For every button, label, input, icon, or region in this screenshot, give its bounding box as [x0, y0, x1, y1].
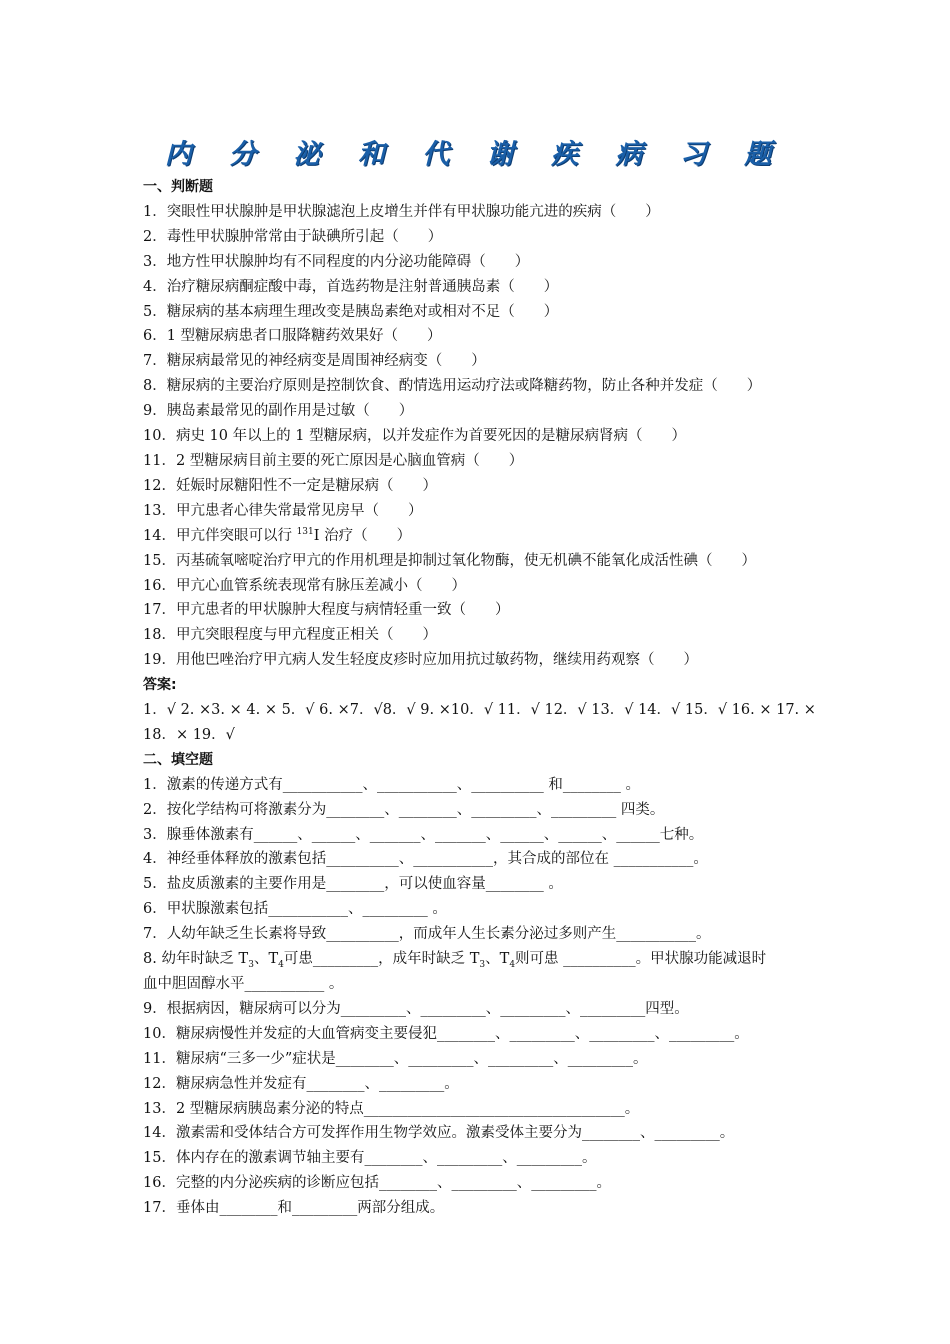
question-item: 3．地方性甲状腺肿均有不同程度的内分泌功能障碍（ ）	[143, 253, 530, 270]
fill-blank-item: 2．按化学结构可将激素分为________、________、_________、_________ 四类。	[143, 801, 665, 818]
answer-line-1: 1．√ 2. ×3. × 4. × 5．√ 6. ×7．√8．√ 9. ×10．√ 11．√ 12．√ 13．√ 14．√ 15．√ 16. × 17. ×	[143, 702, 816, 719]
section-heading-true-false: 一、判断题	[143, 179, 213, 195]
fill-blank-item: 17．垂体由________和_________两部分组成。	[143, 1200, 445, 1217]
answer-label: 答案:	[143, 677, 177, 694]
fill-blank-item: 4．神经垂体释放的激素包括__________、___________，其合成的部位在 ___________。	[143, 851, 708, 868]
fill-blank-list	[143, 773, 813, 947]
question-item: 8．糖尿病的主要治疗原则是控制饮食、酌情选用运动疗法或降糖药物，防止各种并发症（ ）	[143, 378, 762, 395]
question-item: 12．妊娠时尿糖阳性不一定是糖尿病（ ）	[143, 477, 437, 494]
question-item-8: 8. 幼年时缺乏 $T_3$、$T_4$可患_________，成年时缺乏 $T_3$、$T_4$则可患 __________。甲状腺功能减退时	[143, 951, 767, 970]
fill-blank-item: 6．甲状腺激素包括___________、_________ 。	[143, 901, 447, 918]
question-item: 13．甲亢患者心律失常最常见房早（ ）	[143, 502, 423, 519]
fill-blank-item: 13．2 型糖尿病胰岛素分泌的特点____________________________________。	[143, 1100, 640, 1117]
question-item-14: 14．甲亢伴突眼可以行 $^{131}$I 治疗（ ）	[143, 526, 412, 544]
true-false-list-rest	[143, 549, 813, 674]
fill-blank-item: 3．腺垂体激素有______、______、_______、_______、______、______、______七种。	[143, 826, 704, 843]
true-false-list	[143, 200, 813, 524]
question-item: 6．1 型糖尿病患者口服降糖药效果好（ ）	[143, 328, 442, 345]
question-item: 19．用他巴唑治疗甲亢病人发生轻度皮疹时应加用抗过敏药物，继续用药观察（ ）	[143, 652, 698, 669]
fill-blank-item: 16．完整的内分泌疾病的诊断应包括________、_________、_________。	[143, 1175, 611, 1192]
fill-blank-item: 15．体内存在的激素调节轴主要有________、_________、_________。	[143, 1150, 597, 1167]
question-item: 4．治疗糖尿病酮症酸中毒，首选药物是注射普通胰岛素（ ）	[143, 278, 559, 295]
question-item: 5．糖尿病的基本病理生理改变是胰岛素绝对或相对不足（ ）	[143, 303, 559, 320]
question-item: 18．甲亢突眼程度与甲亢程度正相关（ ）	[143, 627, 437, 644]
question-item-8-cont: 血中胆固醇水平___________ 。	[143, 976, 344, 992]
fill-blank-item: 12．糖尿病急性并发症有________、_________。	[143, 1075, 459, 1092]
question-item: 11．2 型糖尿病目前主要的死亡原因是心脑血管病（ ）	[143, 452, 524, 469]
section-heading-fill-blank: 二、填空题	[143, 751, 213, 768]
fill-blank-item: 11．糖尿病“三多一少”症状是________、_________、_________、_________。	[143, 1050, 648, 1067]
fill-blank-item: 10．糖尿病慢性并发症的大血管病变主要侵犯________、_________、_________、_________。	[143, 1025, 749, 1042]
question-item: 15．丙基硫氧嘧啶治疗甲亢的作用机理是抑制过氧化物酶，使无机碘不能氧化成活性碘（ ）	[143, 552, 756, 569]
question-item: 17．甲亢患者的甲状腺肿大程度与病情轻重一致（ ）	[143, 602, 510, 619]
page-title: 内 分 泌 和 代 谢 疾 病 习 题	[164, 139, 786, 170]
question-item: 10．病史 10 年以上的 1 型糖尿病，以并发症作为首要死因的是糖尿病肾病（ ）	[143, 428, 687, 445]
fill-blank-list-rest	[143, 997, 813, 1221]
question-item: 16．甲亢心血管系统表现常有脉压差减小（ ）	[143, 577, 466, 594]
fill-blank-item: 5．盐皮质激素的主要作用是________，可以使血容量________ 。	[143, 876, 563, 893]
answer-line-2: 18．× 19．√	[143, 726, 235, 743]
fill-blank-item: 7．人幼年缺乏生长素将导致__________，而成年人生长素分泌过多则产生___________。	[143, 926, 711, 943]
document-body	[143, 175, 816, 1221]
question-item: 9．胰岛素最常见的副作用是过敏（ ）	[143, 403, 414, 420]
question-item: 7．糖尿病最常见的神经病变是周围神经病变（ ）	[143, 353, 486, 370]
fill-blank-item: 9．根据病因，糖尿病可以分为_________、_________、_________、_________四型。	[143, 1000, 689, 1017]
question-item: 2．毒性甲状腺肿常常由于缺碘所引起（ ）	[143, 228, 443, 245]
fill-blank-item: 1．激素的传递方式有___________、___________、__________ 和________ 。	[143, 776, 640, 793]
fill-blank-item: 14．激素需和受体结合方可发挥作用生物学效应。激素受体主要分为________、_________。	[143, 1125, 735, 1142]
question-item: 1．突眼性甲状腺肿是甲状腺滤泡上皮增生并伴有甲状腺功能亢进的疾病（ ）	[143, 203, 660, 220]
